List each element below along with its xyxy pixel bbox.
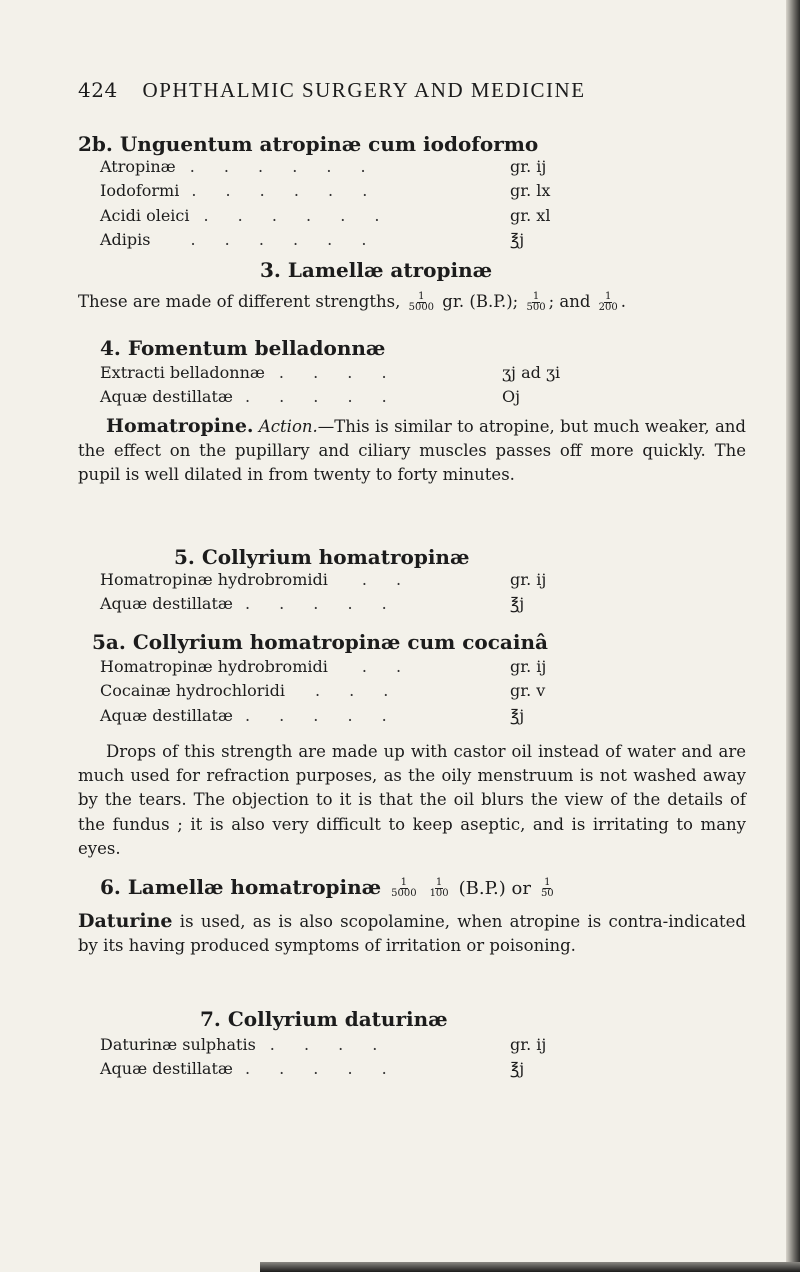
recipe-2b <box>100 155 660 252</box>
drops-paragraph: Drops of this strength are made up with castor oil instead of water and are much used for refraction purposes, as the oily menstruum is not washed away by the tears. The objection to it is that the oil blurs the view of the details of the fundus ; it is also very difficult to keep aseptic, and is irritating to many eyes. <box>78 742 746 858</box>
recipe-row: Iodoformi . . . . . . gr. lx <box>100 181 551 201</box>
fraction: $\frac{1}{200}$ <box>598 291 618 313</box>
recipe-row: Daturinæ sulphatis . . . . gr. ij <box>100 1035 547 1054</box>
fraction: $\frac{1}{100}$ <box>429 877 449 899</box>
page-number: 424 <box>78 78 118 102</box>
fraction: $\frac{1}{5000}$ <box>391 877 417 899</box>
recipe-row: Extracti belladonnæ . . . . ʒj ad ʒi <box>100 363 561 382</box>
heading-6: 6. Lamellæ homatropinæ $\frac{1}{5000}$ $\frac{1}{100}$ (B.P.) or $\frac{1}{50}$ <box>100 875 554 899</box>
running-header <box>78 78 586 103</box>
heading-number: 2b. <box>78 132 113 156</box>
heading-4: 4. Fomentum belladonnæ <box>100 336 386 360</box>
recipe-5 <box>100 568 660 617</box>
recipe-row: Acidi oleici . . . . . . gr. xl <box>100 205 551 225</box>
recipe-7 <box>100 1033 660 1082</box>
recipe-row: Homatropinæ hydrobromidi . . gr. ij <box>100 657 547 676</box>
recipe-row: Aquæ destillatæ . . . . . Oj <box>100 387 521 407</box>
page-bottom-shadow <box>260 1262 800 1272</box>
recipe-row: Aquæ destillatæ . . . . . ℥j <box>100 1059 525 1079</box>
recipe-row: Adipis . . . . . . ℥j <box>100 229 525 249</box>
running-title: OPHTHALMIC SURGERY AND MEDICINE <box>142 78 586 102</box>
recipe-row: Atropinæ . . . . . . gr. ij <box>100 157 547 176</box>
recipe-4 <box>100 361 660 410</box>
fraction: $\frac{1}{50}$ <box>540 877 554 899</box>
recipe-row: Homatropinæ hydrobromidi . . gr. ij <box>100 570 547 589</box>
recipe-row: Aquæ destillatæ . . . . . ℥j <box>100 594 525 614</box>
heading-5: 5. Collyrium homatropinæ <box>174 545 470 569</box>
recipe-5a <box>100 655 660 728</box>
homatropine-paragraph: Homatropine. Action.—This is similar to atropine, but much weaker, and the effect on the pupillary and ciliary muscles passes off more quickly. The pupil is well dilated in from twenty to forty minutes. <box>78 415 746 485</box>
recipe-row: Aquæ destillatæ . . . . . ℥j <box>100 705 525 725</box>
recipe-row: Cocainæ hydrochloridi . . . gr. v <box>100 681 546 701</box>
heading-5a: 5a. Collyrium homatropinæ cum cocainâ <box>92 630 548 654</box>
page-binding-shadow <box>786 0 800 1272</box>
heading-title: Unguentum atropinæ cum iodoformo <box>119 132 539 156</box>
heading-7: 7. Collyrium daturinæ <box>200 1007 448 1031</box>
daturine-paragraph: Daturine is used, as is also scopolamine, when atropine is contra-indicated by its having produced symptoms of irritation or poisoning. <box>78 910 746 956</box>
fraction: $\frac{1}{5000}$ <box>408 291 435 313</box>
heading-3: 3. Lamellæ atropinæ <box>260 258 493 282</box>
heading-2b <box>78 132 538 156</box>
fraction: $\frac{1}{500}$ <box>526 291 546 313</box>
lamellae-strengths-text: These are made of different strengths, $\frac{1}{5000}$ gr. (B.P.); $\frac{1}{500}$ ; and $\frac{1}{200}$ . <box>78 291 627 313</box>
